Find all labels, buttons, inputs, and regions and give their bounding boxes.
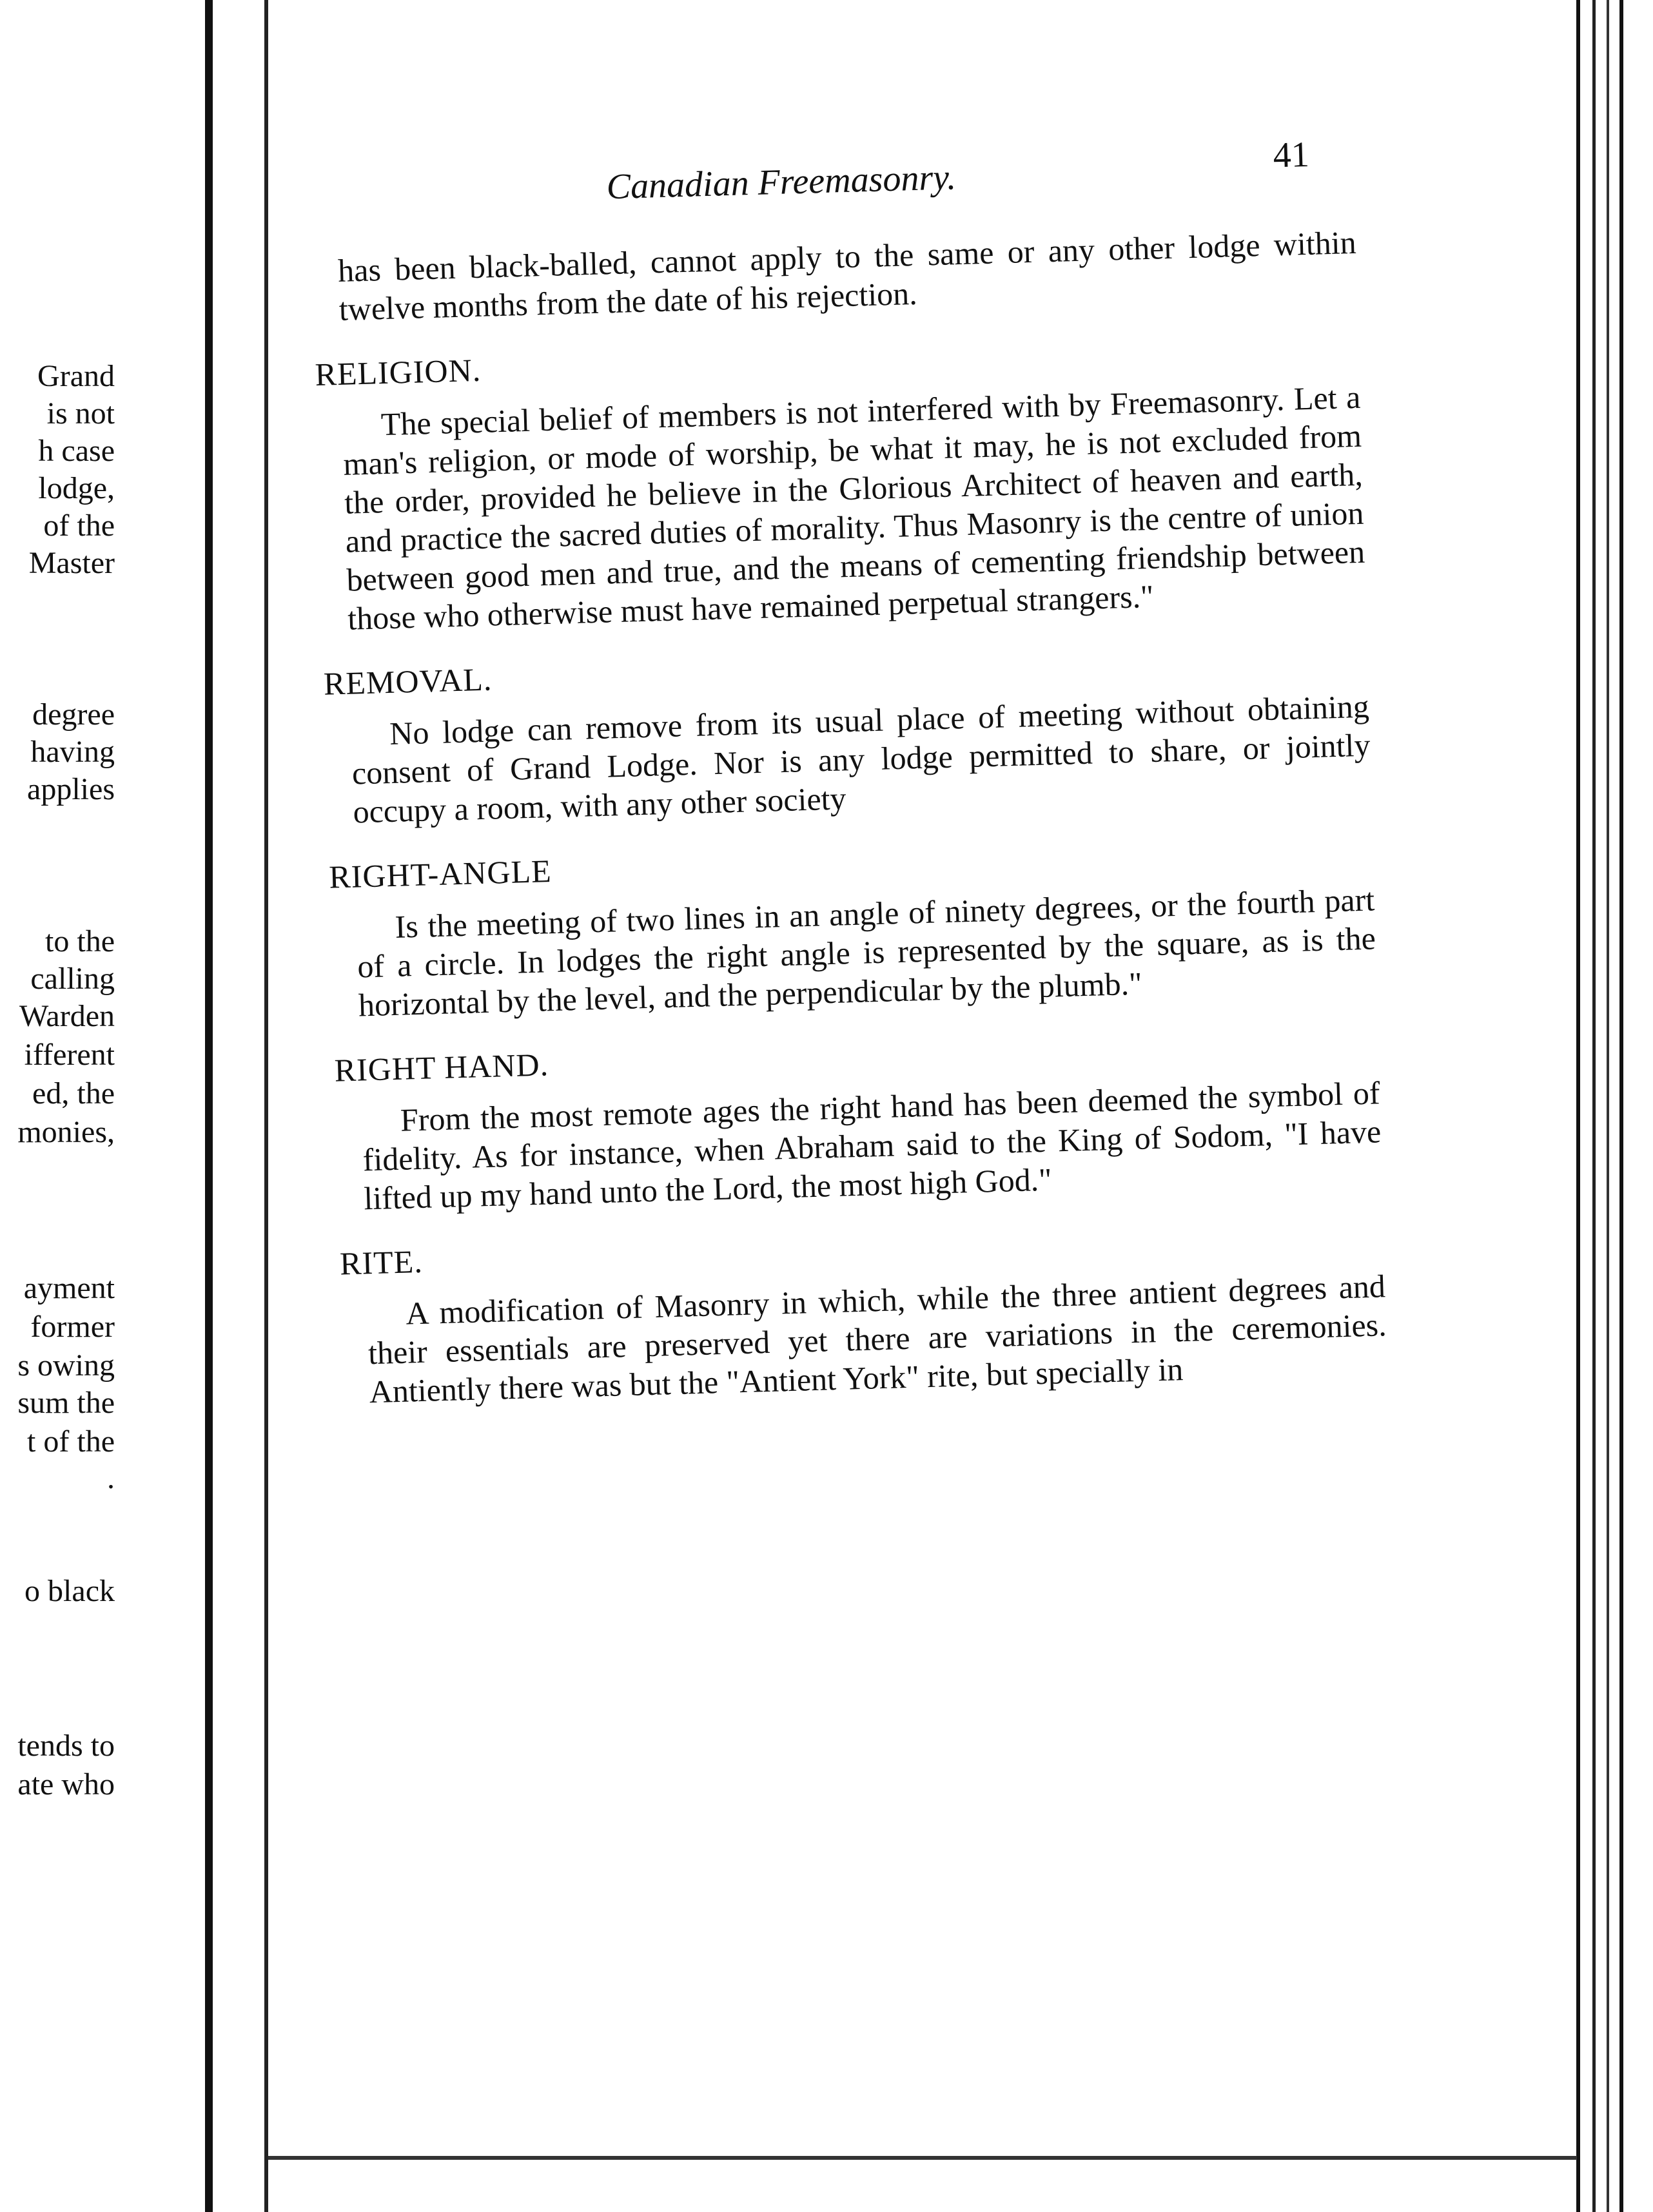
left-fragment: Master (28, 546, 115, 580)
entry-text-religion: The special belief of members is not interfered with by Freemasonry. Let a man's religion, or mode of worship, be what it may, he is not excluded from the order, provided he believe in the Glorious Architect of heaven and earth, and practice the sacred duties of morality. Thus Masonry is the centre of union between good men and true, and the means of cementing friendship between those who otherwise must have remained perpetual strangers." (342, 378, 1365, 637)
entry-heading-removal: REMOVAL. (323, 661, 493, 702)
left-fragment: having (30, 735, 115, 769)
running-head: Canadian Freemasonry. (605, 157, 957, 208)
page-number: 41 (1272, 134, 1310, 176)
entry-heading-right-hand: RIGHT HAND. (334, 1046, 549, 1089)
left-fragment: o black (24, 1574, 115, 1608)
book-spine (205, 0, 213, 2212)
left-fragment: ate who (17, 1767, 115, 1801)
left-fragment: h case (38, 434, 115, 468)
entry-heading-right-angle: RIGHT-ANGLE (328, 853, 553, 895)
entry-text-rite: A modification of Masonry in which, while the three antient degrees and their essentials are preserved yet there are variations in the ceremonies. Antiently there was but the "Antient York" rite, but specially in (367, 1268, 1387, 1410)
left-page-edge (0, 0, 205, 2212)
entry-text-removal: No lodge can remove from its usual place of meeting without obtaining consent of Grand Lodge. Nor is any lodge permitted to share, or jointly occupy a room, with any other society (351, 688, 1371, 830)
left-fragment: tends to (17, 1729, 115, 1763)
left-fragment: to the (45, 924, 115, 958)
left-fragment: t of the (27, 1424, 115, 1459)
left-fragment: Warden (19, 999, 115, 1033)
left-fragment: . (107, 1461, 115, 1495)
entry-heading-religion: RELIGION. (314, 351, 482, 393)
left-fragment: calling (30, 962, 115, 996)
page-edge (1592, 0, 1596, 2212)
left-fragment: monies, (17, 1115, 115, 1149)
entry-text-right-hand: From the most remote ages the right hand has been deemed the symbol of fidelity. As for instance, when Abraham said to the King of Sodom, "I have lifted up my hand unto the Lord, the most high God." (362, 1074, 1382, 1217)
left-fragment: of the (43, 509, 115, 543)
entry-text-right-angle: Is the meeting of two lines in an angle of ninety degrees, or the fourth part of a circle. In lodges the right angle is represented by the square, as is the horizontal by the level, and the perpendicular by the plumb." (357, 881, 1376, 1024)
opening-paragraph: has been black-balled, cannot apply to the same or any other lodge within twelve months from the date of his rejection. (337, 224, 1357, 327)
left-fragment: lodge, (38, 471, 115, 505)
page-edge (1619, 0, 1623, 2212)
page-gutter-line (264, 0, 268, 2212)
left-fragment: is not (46, 396, 115, 431)
left-fragment: ed, the (32, 1076, 115, 1111)
left-fragment: ayment (23, 1271, 115, 1305)
left-fragment: Grand (37, 359, 115, 393)
page-edge (1607, 0, 1609, 2212)
page-bottom-edge (268, 2156, 1577, 2160)
text-block (314, 223, 1388, 1411)
left-fragment: s owing (17, 1348, 115, 1382)
page-edge (1576, 0, 1580, 2212)
left-fragment: former (30, 1310, 115, 1344)
left-fragment: ifferent (24, 1038, 115, 1072)
left-fragment: degree (32, 697, 115, 732)
left-fragment: applies (27, 772, 115, 806)
entry-heading-rite: RITE. (339, 1243, 424, 1282)
left-fragment: sum the (17, 1386, 115, 1420)
